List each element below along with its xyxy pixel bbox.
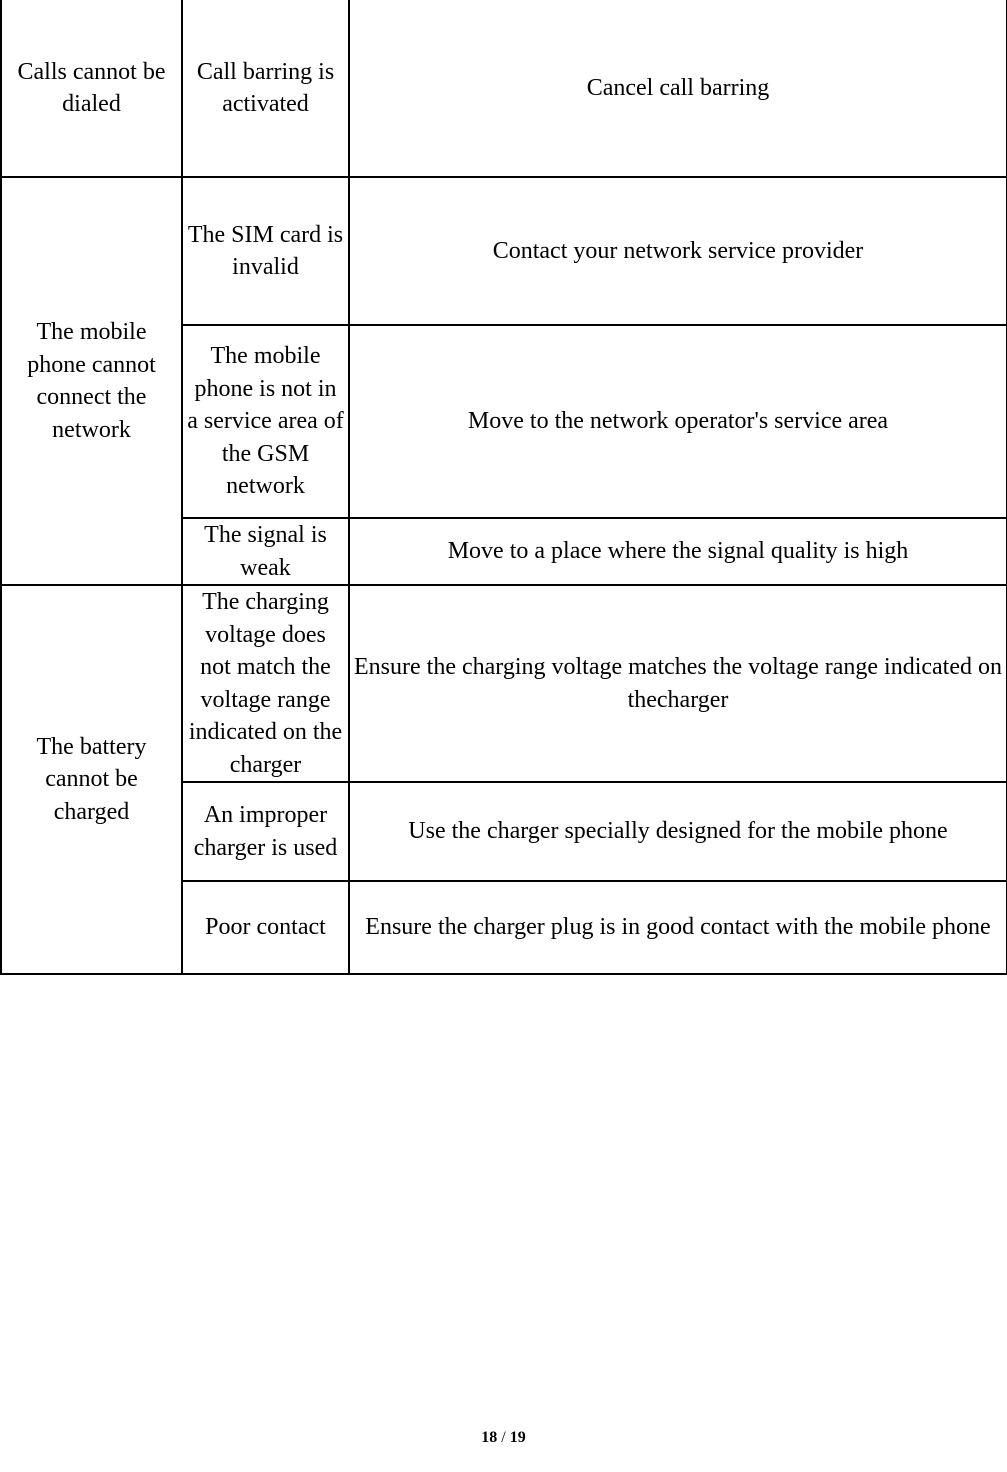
problem-cell: Calls cannot be dialed bbox=[1, 0, 182, 177]
table-row bbox=[1, 177, 1007, 325]
cause-cell: The SIM card is invalid bbox=[182, 177, 349, 325]
problem-cell: The mobile phone cannot connect the network bbox=[1, 177, 182, 585]
cause-cell: Call barring is activated bbox=[182, 0, 349, 177]
page-separator: / bbox=[501, 1429, 506, 1446]
solution-cell: Contact your network service provider bbox=[349, 177, 1007, 325]
current-page-number: 18 bbox=[481, 1429, 498, 1446]
page-number bbox=[0, 1428, 1007, 1448]
solution-cell: Move to a place where the signal quality is high bbox=[349, 518, 1007, 585]
total-pages-number: 19 bbox=[509, 1429, 526, 1446]
cause-cell: The mobile phone is not in a service area of the GSM network bbox=[182, 325, 349, 518]
cause-cell: Poor contact bbox=[182, 881, 349, 974]
cause-cell: The signal is weak bbox=[182, 518, 349, 585]
table-row bbox=[1, 0, 1007, 177]
cause-cell: An improper charger is used bbox=[182, 782, 349, 881]
solution-cell: Use the charger specially designed for the mobile phone bbox=[349, 782, 1007, 881]
table-row bbox=[1, 585, 1007, 782]
solution-cell: Cancel call barring bbox=[349, 0, 1007, 177]
solution-cell: Ensure the charger plug is in good contact with the mobile phone bbox=[349, 881, 1007, 974]
cause-cell: The charging voltage does not match the voltage range indicated on the charger bbox=[182, 585, 349, 782]
solution-cell: Move to the network operator's service area bbox=[349, 325, 1007, 518]
problem-cell: The battery cannot be charged bbox=[1, 585, 182, 974]
solution-cell: Ensure the charging voltage matches the voltage range indicated on thecharger bbox=[349, 585, 1007, 782]
